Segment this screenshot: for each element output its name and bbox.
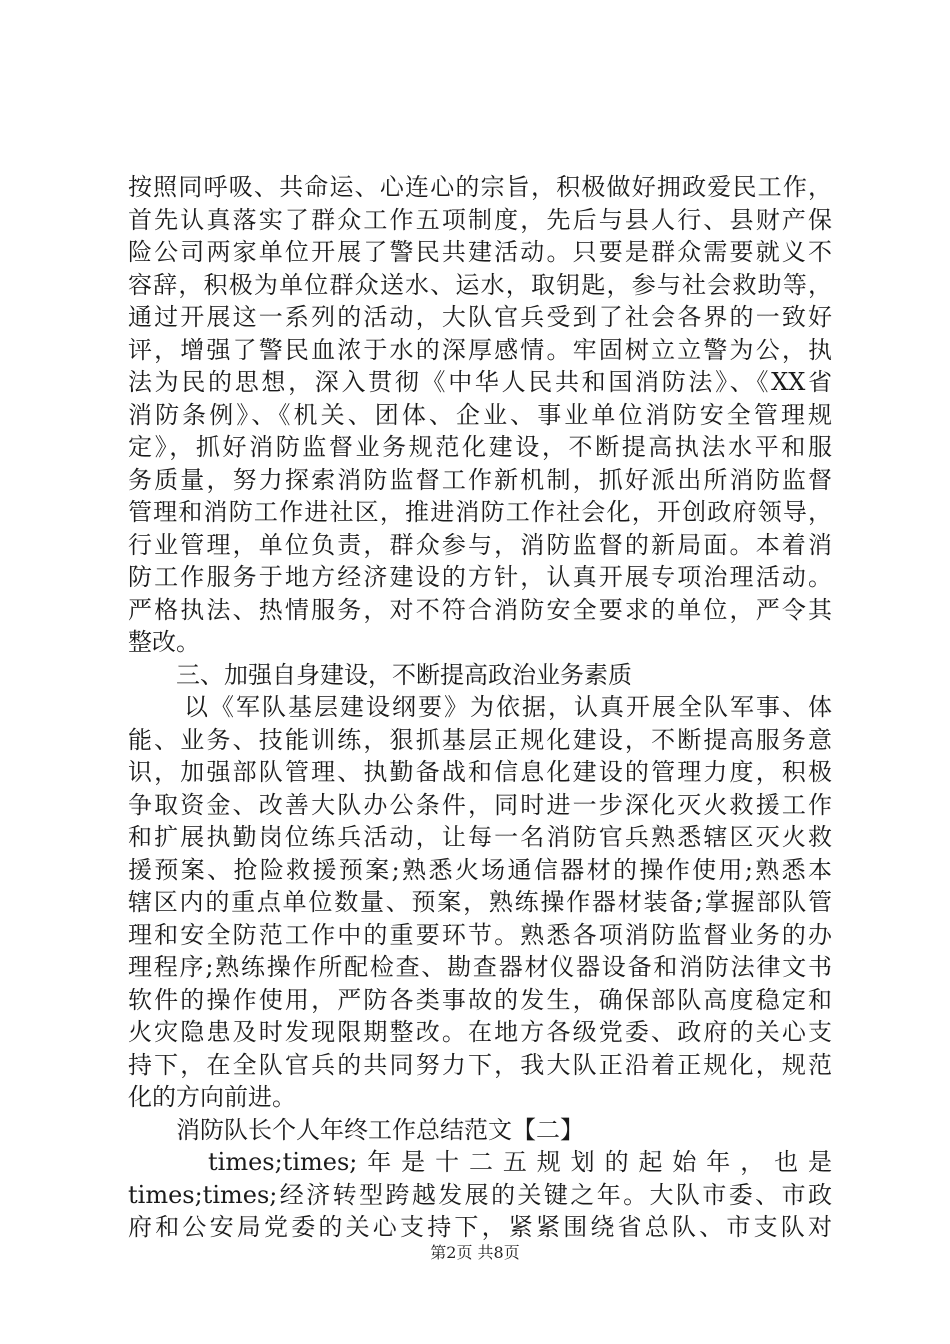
text-line: 定》，抓好消防监督业务规范化建设，不断提高执法水平和服 <box>128 433 832 461</box>
text-line: 行业管理，单位负责，群众参与，消防监督的新局面。本着消 <box>128 530 832 559</box>
text-line: 防工作服务于地方经济建设的方针，认真开展专项治理活动。 <box>128 563 832 591</box>
text-line: 辖区内的重点单位数量、预案，熟练操作器材装备;掌握部队管 <box>128 888 832 916</box>
text-line: 软件的操作使用，严防各类事故的发生，确保部队高度稳定和 <box>128 985 832 1014</box>
text-line: 容辞，积极为单位群众送水、运水，取钥匙，参与社会救助等， <box>128 270 832 299</box>
text-line: 法为民的思想，深入贯彻《中华人民共和国消防法》、《XX省 <box>128 368 832 396</box>
page-footer: 第2页 共8页 <box>430 1243 520 1262</box>
text-line: 理程序;熟练操作所配检查、勘查器材仪器设备和消防法律文书 <box>128 953 832 981</box>
text-line: 按照同呼吸、共命运、心连心的宗旨，积极做好拥政爱民工作， <box>128 173 832 201</box>
text-line: 识，加强部队管理、执勤备战和信息化建设的管理力度，积极 <box>128 758 832 786</box>
text-line: 理和安全防范工作中的重要环节。熟悉各项消防监督业务的办 <box>128 920 832 949</box>
text-line: 和扩展执勤岗位练兵活动，让每一名消防官兵熟悉辖区灭火救 <box>128 823 832 851</box>
text-line: 首先认真落实了群众工作五项制度，先后与县人行、县财产保 <box>128 205 832 234</box>
text-line: times;times;经济转型跨越发展的关键之年。大队市委、市政 <box>128 1180 832 1209</box>
text-line: times;times;年是十二五规划的起始年，也是 <box>208 1148 832 1176</box>
text-line: 持下，在全队官兵的共同努力下，我大队正沿着正规化，规范 <box>128 1050 832 1079</box>
text-line: 援预案、抢险救援预案;熟悉火场通信器材的操作使用;熟悉本 <box>128 855 832 884</box>
document-body <box>128 171 832 1244</box>
text-line: 评，增强了警民血浓于水的深厚感情。牢固树立立警为公，执 <box>128 335 832 364</box>
text-line: 消防条例》、《机关、团体、企业、事业单位消防安全管理规 <box>128 400 832 429</box>
text-line: 险公司两家单位开展了警民共建活动。只要是群众需要就义不 <box>128 238 832 266</box>
text-line: 管理和消防工作进社区，推进消防工作社会化，开创政府领导， <box>128 498 832 526</box>
text-line: 通过开展这一系列的活动，大队官兵受到了社会各界的一致好 <box>128 303 832 331</box>
text-line: 以《军队基层建设纲要》为依据，认真开展全队军事、体 <box>184 693 832 721</box>
text-line: 府和公安局党委的关心支持下，紧紧围绕省总队、市支队对 <box>128 1213 832 1241</box>
text-line: 火灾隐患及时发现限期整改。在地方各级党委、政府的关心支 <box>128 1018 832 1046</box>
article-title: 消防队长个人年终工作总结范文【二】 <box>176 1115 584 1144</box>
text-line: 化的方向前进。 <box>128 1083 296 1111</box>
section-heading: 三、加强自身建设，不断提高政治业务素质 <box>176 660 632 689</box>
text-line: 务质量，努力探索消防监督工作新机制，抓好派出所消防监督 <box>128 465 832 494</box>
text-line: 能、业务、技能训练，狠抓基层正规化建设，不断提高服务意 <box>128 725 832 754</box>
text-line: 严格执法、热情服务，对不符合消防安全要求的单位，严令其 <box>128 595 832 624</box>
text-line: 整改。 <box>128 628 200 656</box>
text-line: 争取资金、改善大队办公条件，同时进一步深化灭火救援工作 <box>128 790 832 819</box>
